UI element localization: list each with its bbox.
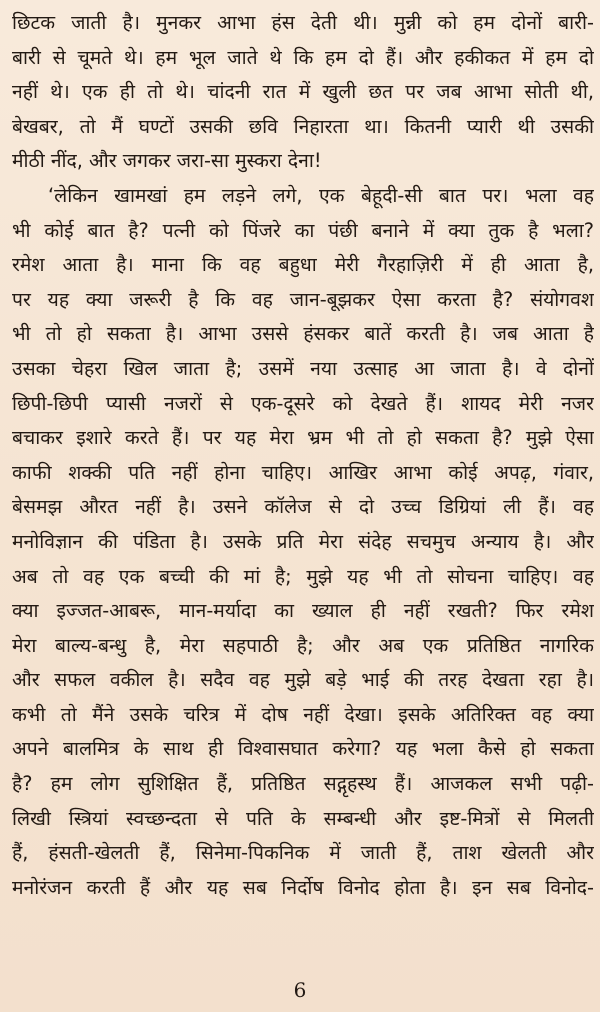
text-line: काफी शक्की पति नहीं होना चाहिए। आखिर आभा कोई अपढ़, गंवार, bbox=[12, 460, 594, 484]
text-line: रमेश आता है। माना कि वह बहुधा मेरी गैरहाज़िरी में ही आता है, bbox=[12, 253, 594, 277]
text-line: हैं, हंसती-खेलती हैं, सिनेमा-पिकनिक में जाती हैं, ताश खेलती और bbox=[12, 841, 594, 865]
text-line: मेरा बाल्य-बन्धु है, मेरा सहपाठी है; और अब एक प्रतिष्ठित नागरिक bbox=[12, 633, 594, 657]
text-line: बेखबर, तो मैं घण्टों उसकी छवि निहारता था। कितनी प्यारी थी उसकी bbox=[12, 114, 594, 138]
text-line: क्या इज्जत-आबरू, मान-मर्यादा का ख्याल ही नहीं रखती? फिर रमेश bbox=[12, 599, 594, 623]
text-line: छिपी-छिपी प्यासी नजरों से एक-दूसरे को देखते हैं। शायद मेरी नजर bbox=[12, 391, 594, 415]
text-line: लिखी स्त्रियां स्वच्छन्दता से पति के सम्बन्धी और इष्ट-मित्रों से मिलती bbox=[12, 806, 594, 830]
body-text bbox=[12, 6, 594, 905]
text-line: ‘लेकिन खामखां हम लड़ने लगे, एक बेहूदी-सी बात पर। भला वह bbox=[48, 183, 594, 207]
text-line: मीठी नींद, और जगकर जरा-सा मुस्करा देना! bbox=[12, 149, 322, 173]
text-line: नहीं थे। एक ही तो थे। चांदनी रात में खुली छत पर जब आभा सोती थी, bbox=[12, 80, 594, 104]
text-line: है? हम लोग सुशिक्षित हैं, प्रतिष्ठित सद्गृहस्थ हैं। आजकल सभी पढ़ी- bbox=[12, 772, 594, 796]
text-line: भी तो हो सकता है। आभा उससे हंसकर बातें करती है। जब आता है bbox=[12, 322, 594, 346]
paragraph bbox=[12, 179, 594, 905]
text-line: और सफल वकील है। सदैव वह मुझे बड़े भाई की तरह देखता रहा है। bbox=[12, 668, 594, 692]
page-number: 6 bbox=[293, 978, 307, 1002]
text-line: भी कोई बात है? पत्नी को पिंजरे का पंछी बनाने में क्या तुक है भला? bbox=[12, 218, 594, 242]
text-line: बचाकर इशारे करते हैं। पर यह मेरा भ्रम भी तो हो सकता है? मुझे ऐसा bbox=[12, 426, 594, 450]
text-line: बेसमझ औरत नहीं है। उसने कॉलेज से दो उच्च डिग्रियां ली हैं। वह bbox=[12, 495, 594, 519]
text-line: कभी तो मैंने उसके चरित्र में दोष नहीं देखा। इसके अतिरिक्त वह क्या bbox=[12, 702, 594, 726]
text-line: पर यह क्या जरूरी है कि वह जान-बूझकर ऐसा करता है? संयोगवश bbox=[12, 287, 594, 311]
text-line: अब तो वह एक बच्ची की मां है; मुझे यह भी तो सोचना चाहिए। वह bbox=[12, 564, 594, 588]
text-line: छिटक जाती है। मुनकर आभा हंस देती थी। मुन्नी को हम दोनों बारी- bbox=[12, 11, 594, 34]
text-line: अपने बालमित्र के साथ ही विश्वासघात करेगा? यह भला कैसे हो सकता bbox=[12, 737, 594, 761]
text-line: मनोरंजन करती हैं और यह सब निर्दोष विनोद होता है। इन सब विनोद- bbox=[12, 875, 594, 899]
paragraph bbox=[12, 6, 594, 179]
text-line: बारी से चूमते थे। हम भूल जाते थे कि हम दो हैं। और हकीकत में हम दो bbox=[12, 45, 594, 69]
text-line: मनोविज्ञान की पंडिता है। उसके प्रति मेरा संदेह सचमुच अन्याय है। और bbox=[12, 529, 594, 553]
text-line: उसका चेहरा खिल जाता है; उसमें नया उत्साह आ जाता है। वे दोनों bbox=[12, 356, 594, 380]
